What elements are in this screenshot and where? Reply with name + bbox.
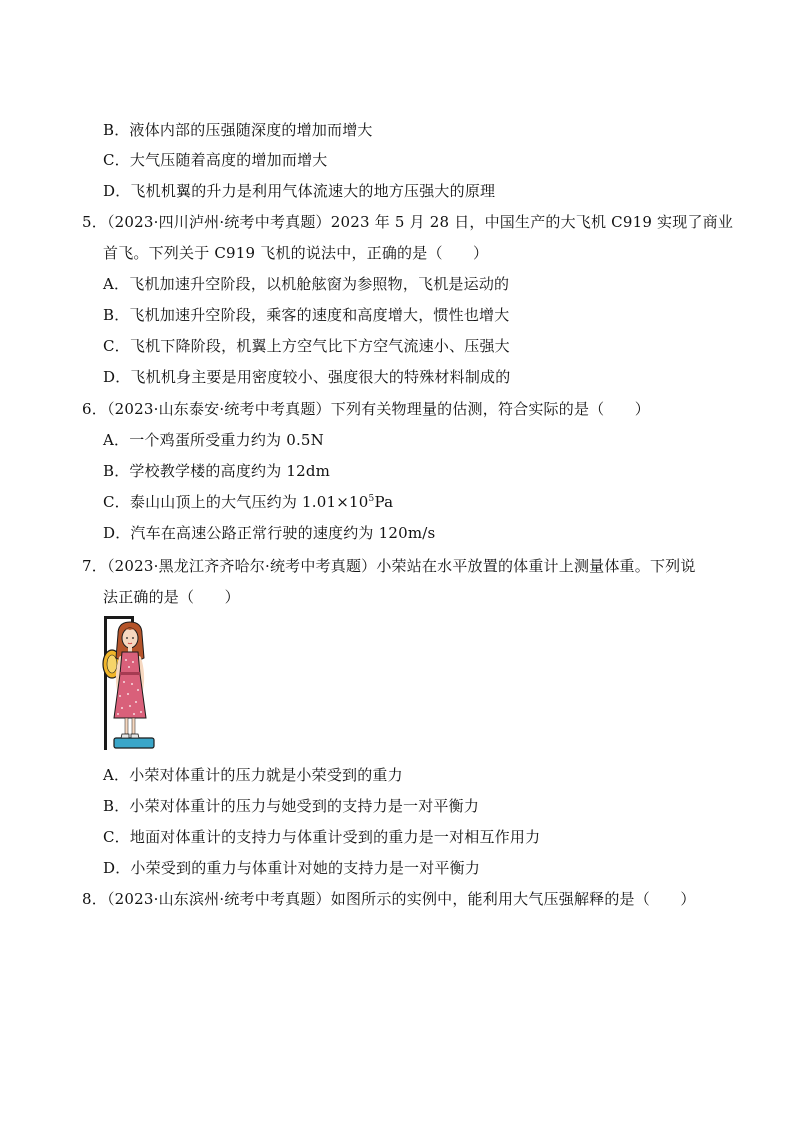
right-leg — [132, 718, 135, 734]
q5-stem-line1: 5．（2023·四川泸州·统考中考真题）2023 年 5 月 28 日，中国生产的大飞机 C919 实现了商业 — [82, 213, 734, 231]
q5-stem-line2: 首飞。下列关于 C919 飞机的说法中，正确的是（ ） — [103, 244, 489, 262]
q7-option-d: D．小荣受到的重力与体重计对她的支持力是一对平衡力 — [103, 859, 481, 877]
q8-stem: 8．（2023·山东滨州·统考中考真题）如图所示的实例中，能利用大气压强解释的是（ ） — [82, 890, 696, 908]
scale-platform — [114, 738, 154, 748]
girl-on-scale-figure — [100, 614, 160, 756]
q5-option-a: A．飞机加速升空阶段，以机舱舷窗为参照物，飞机是运动的 — [103, 275, 510, 293]
q4-option-d: D．飞机机翼的升力是利用气体流速大的地方压强大的原理 — [103, 182, 496, 200]
q6-option-b: B．学校教学楼的高度约为 12dm — [103, 462, 331, 480]
q6-option-c — [103, 492, 393, 512]
q6-option-d: D．汽车在高速公路正常行驶的速度约为 120m/s — [103, 524, 436, 542]
q7-stem-line2: 法正确的是（ ） — [103, 588, 240, 606]
q6-option-c-text: C．泰山山顶上的大气压约为 1.01×10 — [103, 493, 369, 511]
q5-option-d: D．飞机机身主要是用密度较小、强度很大的特殊材料制成的 — [103, 368, 511, 386]
q6-option-c-exponent: 5 — [368, 494, 375, 504]
q7-option-b: B．小荣对体重计的压力与她受到的支持力是一对平衡力 — [103, 797, 480, 815]
q6-option-c-unit: Pa — [374, 493, 394, 511]
q5-option-b: B．飞机加速升空阶段，乘客的速度和高度增大，惯性也增大 — [103, 306, 510, 324]
q7-option-a: A．小荣对体重计的压力就是小荣受到的重力 — [103, 766, 403, 784]
scale-pole — [104, 616, 107, 750]
q4-option-b: B．液体内部的压强随深度的增加而增大 — [103, 121, 373, 139]
left-leg — [125, 718, 128, 734]
q6-option-a: A．一个鸡蛋所受重力约为 0.5N — [103, 431, 324, 449]
q6-stem: 6．（2023·山东泰安·统考中考真题）下列有关物理量的估测，符合实际的是（ ） — [82, 400, 650, 418]
height-bar — [104, 616, 134, 619]
q7-option-c: C．地面对体重计的支持力与体重计受到的重力是一对相互作用力 — [103, 828, 541, 846]
q5-option-c: C．飞机下降阶段，机翼上方空气比下方空气流速小、压强大 — [103, 337, 510, 355]
face — [122, 628, 138, 648]
q7-stem-line1: 7．（2023·黑龙江齐齐哈尔·统考中考真题）小荣站在水平放置的体重计上测量体重。下列说 — [82, 557, 696, 575]
q4-option-c: C．大气压随着高度的增加而增大 — [103, 151, 328, 169]
